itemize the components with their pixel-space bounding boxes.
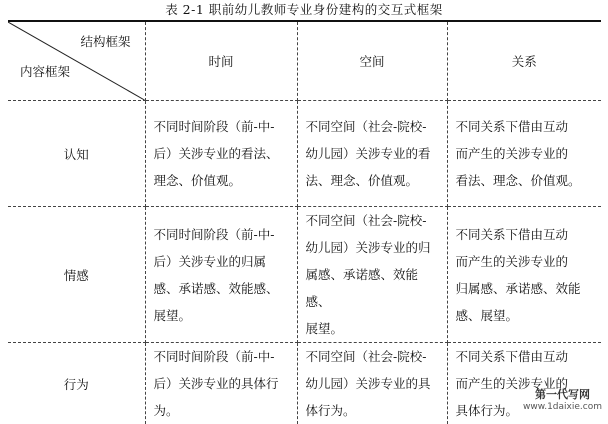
cell-line: 不同时间阶段（前-中- xyxy=(154,221,291,248)
cell-line: 不同空间（社会-院校- xyxy=(306,113,441,140)
table-cell xyxy=(145,343,297,424)
column-header-time: 时间 xyxy=(145,21,297,101)
corner-label-content: 内容框架 xyxy=(20,62,70,80)
framework-table xyxy=(8,20,601,424)
table-row-behavior xyxy=(8,343,601,424)
cell-line: 而产生的关涉专业的 xyxy=(456,370,596,397)
cell-line: 不同空间（社会-院校- xyxy=(306,343,441,370)
cell-line: 为。 xyxy=(154,397,291,424)
table-caption: 表 2-1 职前幼儿教师专业身份建构的交互式框架 xyxy=(0,0,608,20)
cell-line: 不同时间阶段（前-中- xyxy=(154,343,291,370)
cell-line: 后）关涉专业的具体行 xyxy=(154,370,291,397)
cell-line: 而产生的关涉专业的 xyxy=(456,140,596,167)
cell-line: 看法、理念、价值观。 xyxy=(456,167,596,194)
table-cell xyxy=(447,207,601,343)
row-label-cognition: 认知 xyxy=(8,101,145,207)
cell-line: 理念、价值观。 xyxy=(154,167,291,194)
table-cell xyxy=(297,207,447,343)
table-cell xyxy=(145,207,297,343)
cell-line: 展望。 xyxy=(154,302,291,329)
cell-line: 幼儿园）关涉专业的具 xyxy=(306,370,441,397)
table-cell xyxy=(447,101,601,207)
watermark-url: www.1daixie.com xyxy=(523,401,602,413)
cell-line: 不同关系下借由互动 xyxy=(456,343,596,370)
cell-line: 法、理念、价值观。 xyxy=(306,167,441,194)
column-header-relation: 关系 xyxy=(447,21,601,101)
row-label-emotion: 情感 xyxy=(8,207,145,343)
table-cell xyxy=(297,343,447,424)
cell-line: 属感、承诺感、效能感、 xyxy=(306,261,441,315)
watermark-logo xyxy=(523,389,602,413)
watermark-title: 第一代写网 xyxy=(523,389,602,401)
corner-label-structure: 结构框架 xyxy=(80,32,130,50)
cell-line: 而产生的关涉专业的 xyxy=(456,248,596,275)
cell-line: 幼儿园）关涉专业的看 xyxy=(306,140,441,167)
cell-line: 幼儿园）关涉专业的归 xyxy=(306,234,441,261)
cell-line: 后）关涉专业的归属 xyxy=(154,248,291,275)
cell-line: 不同关系下借由互动 xyxy=(456,113,596,140)
header-row xyxy=(8,21,601,101)
table-row-emotion xyxy=(8,207,601,343)
cell-line: 感、展望。 xyxy=(456,302,596,329)
cell-line: 后）关涉专业的看法、 xyxy=(154,140,291,167)
table-cell xyxy=(297,101,447,207)
cell-line: 展望。 xyxy=(306,315,441,342)
cell-line: 不同时间阶段（前-中- xyxy=(154,113,291,140)
cell-line: 不同空间（社会-院校- xyxy=(306,207,441,234)
cell-line: 不同关系下借由互动 xyxy=(456,221,596,248)
table-row-cognition xyxy=(8,101,601,207)
cell-line: 感、承诺感、效能感、 xyxy=(154,275,291,302)
row-label-behavior: 行为 xyxy=(8,343,145,424)
cell-line: 具体行为。 xyxy=(456,397,596,424)
column-header-space: 空间 xyxy=(297,21,447,101)
table-cell xyxy=(145,101,297,207)
cell-line: 体行为。 xyxy=(306,397,441,424)
corner-header-cell xyxy=(8,21,145,101)
cell-line: 归属感、承诺感、效能 xyxy=(456,275,596,302)
